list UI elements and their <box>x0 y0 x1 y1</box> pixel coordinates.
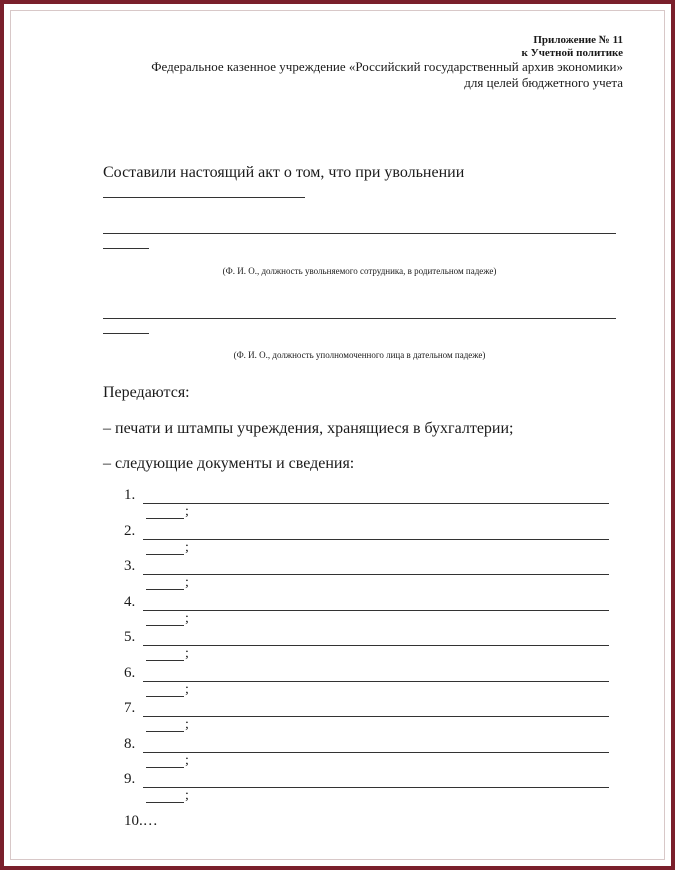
list-item-blank-short <box>146 767 184 768</box>
list-item-number: 9. <box>124 771 136 787</box>
appendix-number: Приложение № 11 <box>533 34 623 46</box>
list-item-blank-short <box>146 731 184 732</box>
authorized-caption: (Ф. И. О., должность уполномоченного лица в дательном падеже) <box>233 350 486 360</box>
list-item-number: 2. <box>124 522 136 539</box>
list-item-number: 8. <box>124 735 136 752</box>
list-item-number: 3. <box>124 558 136 574</box>
list-item-blank-line <box>143 752 609 753</box>
list-item-semicolon: ; <box>185 504 189 519</box>
list-item-semicolon: ; <box>185 752 189 768</box>
list-item-blank-line <box>143 610 609 611</box>
employee-blank-line <box>103 233 616 234</box>
list-item-blank-line <box>143 787 609 788</box>
list-item-blank-line <box>143 681 609 682</box>
list-item-semicolon: ; <box>185 788 189 803</box>
authorized-blank-line <box>103 318 616 319</box>
policy-reference: к Учетной политике <box>521 47 623 59</box>
list-item-blank-short <box>146 589 184 590</box>
list-item-semicolon: ; <box>185 681 189 697</box>
seals-item: – печати и штампы учреждения, хранящиеся в бухгалтерии; <box>103 420 514 437</box>
list-item-number: 6. <box>124 664 136 681</box>
list-item-blank-line <box>143 503 609 504</box>
authorized-blank-short <box>103 333 149 334</box>
list-item-number: 5. <box>124 629 136 645</box>
list-item-number: 4. <box>124 593 136 610</box>
employee-blank-short <box>103 248 149 249</box>
employee-caption: (Ф. И. О., должность увольняемого сотрудника, в родительном падеже) <box>222 266 497 276</box>
list-item-semicolon: ; <box>185 575 189 590</box>
list-item-blank-line <box>143 645 609 646</box>
documents-item: – следующие документы и сведения: <box>103 455 355 472</box>
list-item-blank-short <box>146 696 184 697</box>
list-item-semicolon: ; <box>185 539 189 555</box>
list-item-blank-short <box>146 554 184 555</box>
transferred-heading: Передаются: <box>103 384 190 401</box>
list-item-blank-short <box>146 625 184 626</box>
dismissal-date-blank <box>103 197 305 198</box>
list-item-blank-line <box>143 716 609 717</box>
list-item-semicolon: ; <box>185 717 189 732</box>
list-item-number: 1. <box>124 487 136 503</box>
institution-name: Федеральное казенное учреждение «Российский государственный архив экономики» <box>151 59 623 74</box>
list-item-blank-short <box>146 660 184 661</box>
list-item-blank-short <box>146 518 184 519</box>
act-intro-text: Составили настоящий акт о том, что при увольнении <box>103 164 465 181</box>
last-list-item: 10.… <box>124 813 158 829</box>
list-item-blank-line <box>143 539 609 540</box>
list-item-semicolon: ; <box>185 646 189 661</box>
accounting-purpose: для целей бюджетного учета <box>464 75 623 90</box>
list-item-number: 7. <box>124 700 136 716</box>
list-item-semicolon: ; <box>185 610 189 626</box>
list-item-blank-line <box>143 574 609 575</box>
list-item-blank-short <box>146 802 184 803</box>
